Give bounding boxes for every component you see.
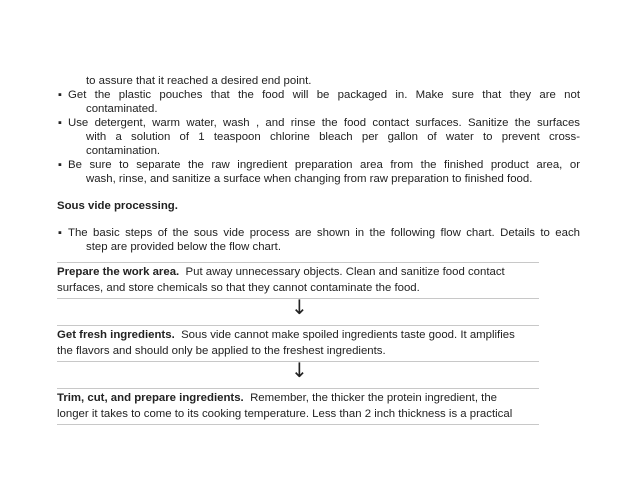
step-text: Remember, the thicker the protein ingredient, the	[250, 392, 498, 404]
bullet-continuation-line: wash, rinse, and sanitize a surface when changing from raw preparation to finished food.	[86, 173, 533, 185]
step-title: Prepare the work area.	[57, 266, 180, 278]
section-title: Sous vide processing.	[57, 200, 178, 212]
step-text: Put away unnecessary objects. Clean and sanitize food contact	[185, 266, 505, 278]
bullet-item-pouches: Get the plastic pouches that the food will be packaged in. Make sure that they are not	[68, 89, 580, 101]
bullet-continuation-line: to assure that it reached a desired end point.	[86, 75, 312, 87]
bullet-continuation-line: with a solution of 1 teaspoon chlorine bleach per gallon of water to prevent cross-	[86, 131, 580, 143]
flow-step-fresh-ingredients	[57, 325, 539, 362]
flow-arrow-down-icon: ↓	[291, 358, 308, 382]
step-title: Get fresh ingredients.	[57, 329, 175, 341]
bullet-item-separate: Be sure to separate the raw ingredient preparation area from the finished product area, or	[68, 159, 580, 171]
bullet-marker: ▪	[58, 227, 62, 239]
bullet-marker: ▪	[58, 159, 62, 171]
step-line	[57, 327, 539, 343]
bullet-continuation-line: contaminated.	[86, 103, 158, 115]
bullet-marker: ▪	[58, 89, 62, 101]
step-text: Sous vide cannot make spoiled ingredients taste good. It amplifies	[181, 329, 515, 341]
bullet-continuation-line: contamination.	[86, 145, 161, 157]
step-line	[57, 264, 539, 280]
step-title: Trim, cut, and prepare ingredients.	[57, 392, 244, 404]
flow-step-prepare-work-area	[57, 262, 539, 299]
intro-line: The basic steps of the sous vide process are shown in the following flow chart. Details to each	[68, 227, 580, 239]
step-line	[57, 390, 539, 406]
step-text: longer it takes to come to its cooking temperature. Less than 2 inch thickness is a practical	[57, 408, 513, 420]
step-text: the flavors and should only be applied to the freshest ingredients.	[57, 345, 386, 357]
flow-arrow-down-icon: ↓	[291, 295, 308, 319]
bullet-item-sanitize: Use detergent, warm water, wash , and rinse the food contact surfaces. Sanitize the surfaces	[68, 117, 580, 129]
bullet-marker: ▪	[58, 117, 62, 129]
intro-line: step are provided below the flow chart.	[86, 241, 282, 253]
step-text: surfaces, and store chemicals so that they cannot contaminate the food.	[57, 282, 420, 294]
flow-step-trim-cut-prepare	[57, 388, 539, 425]
